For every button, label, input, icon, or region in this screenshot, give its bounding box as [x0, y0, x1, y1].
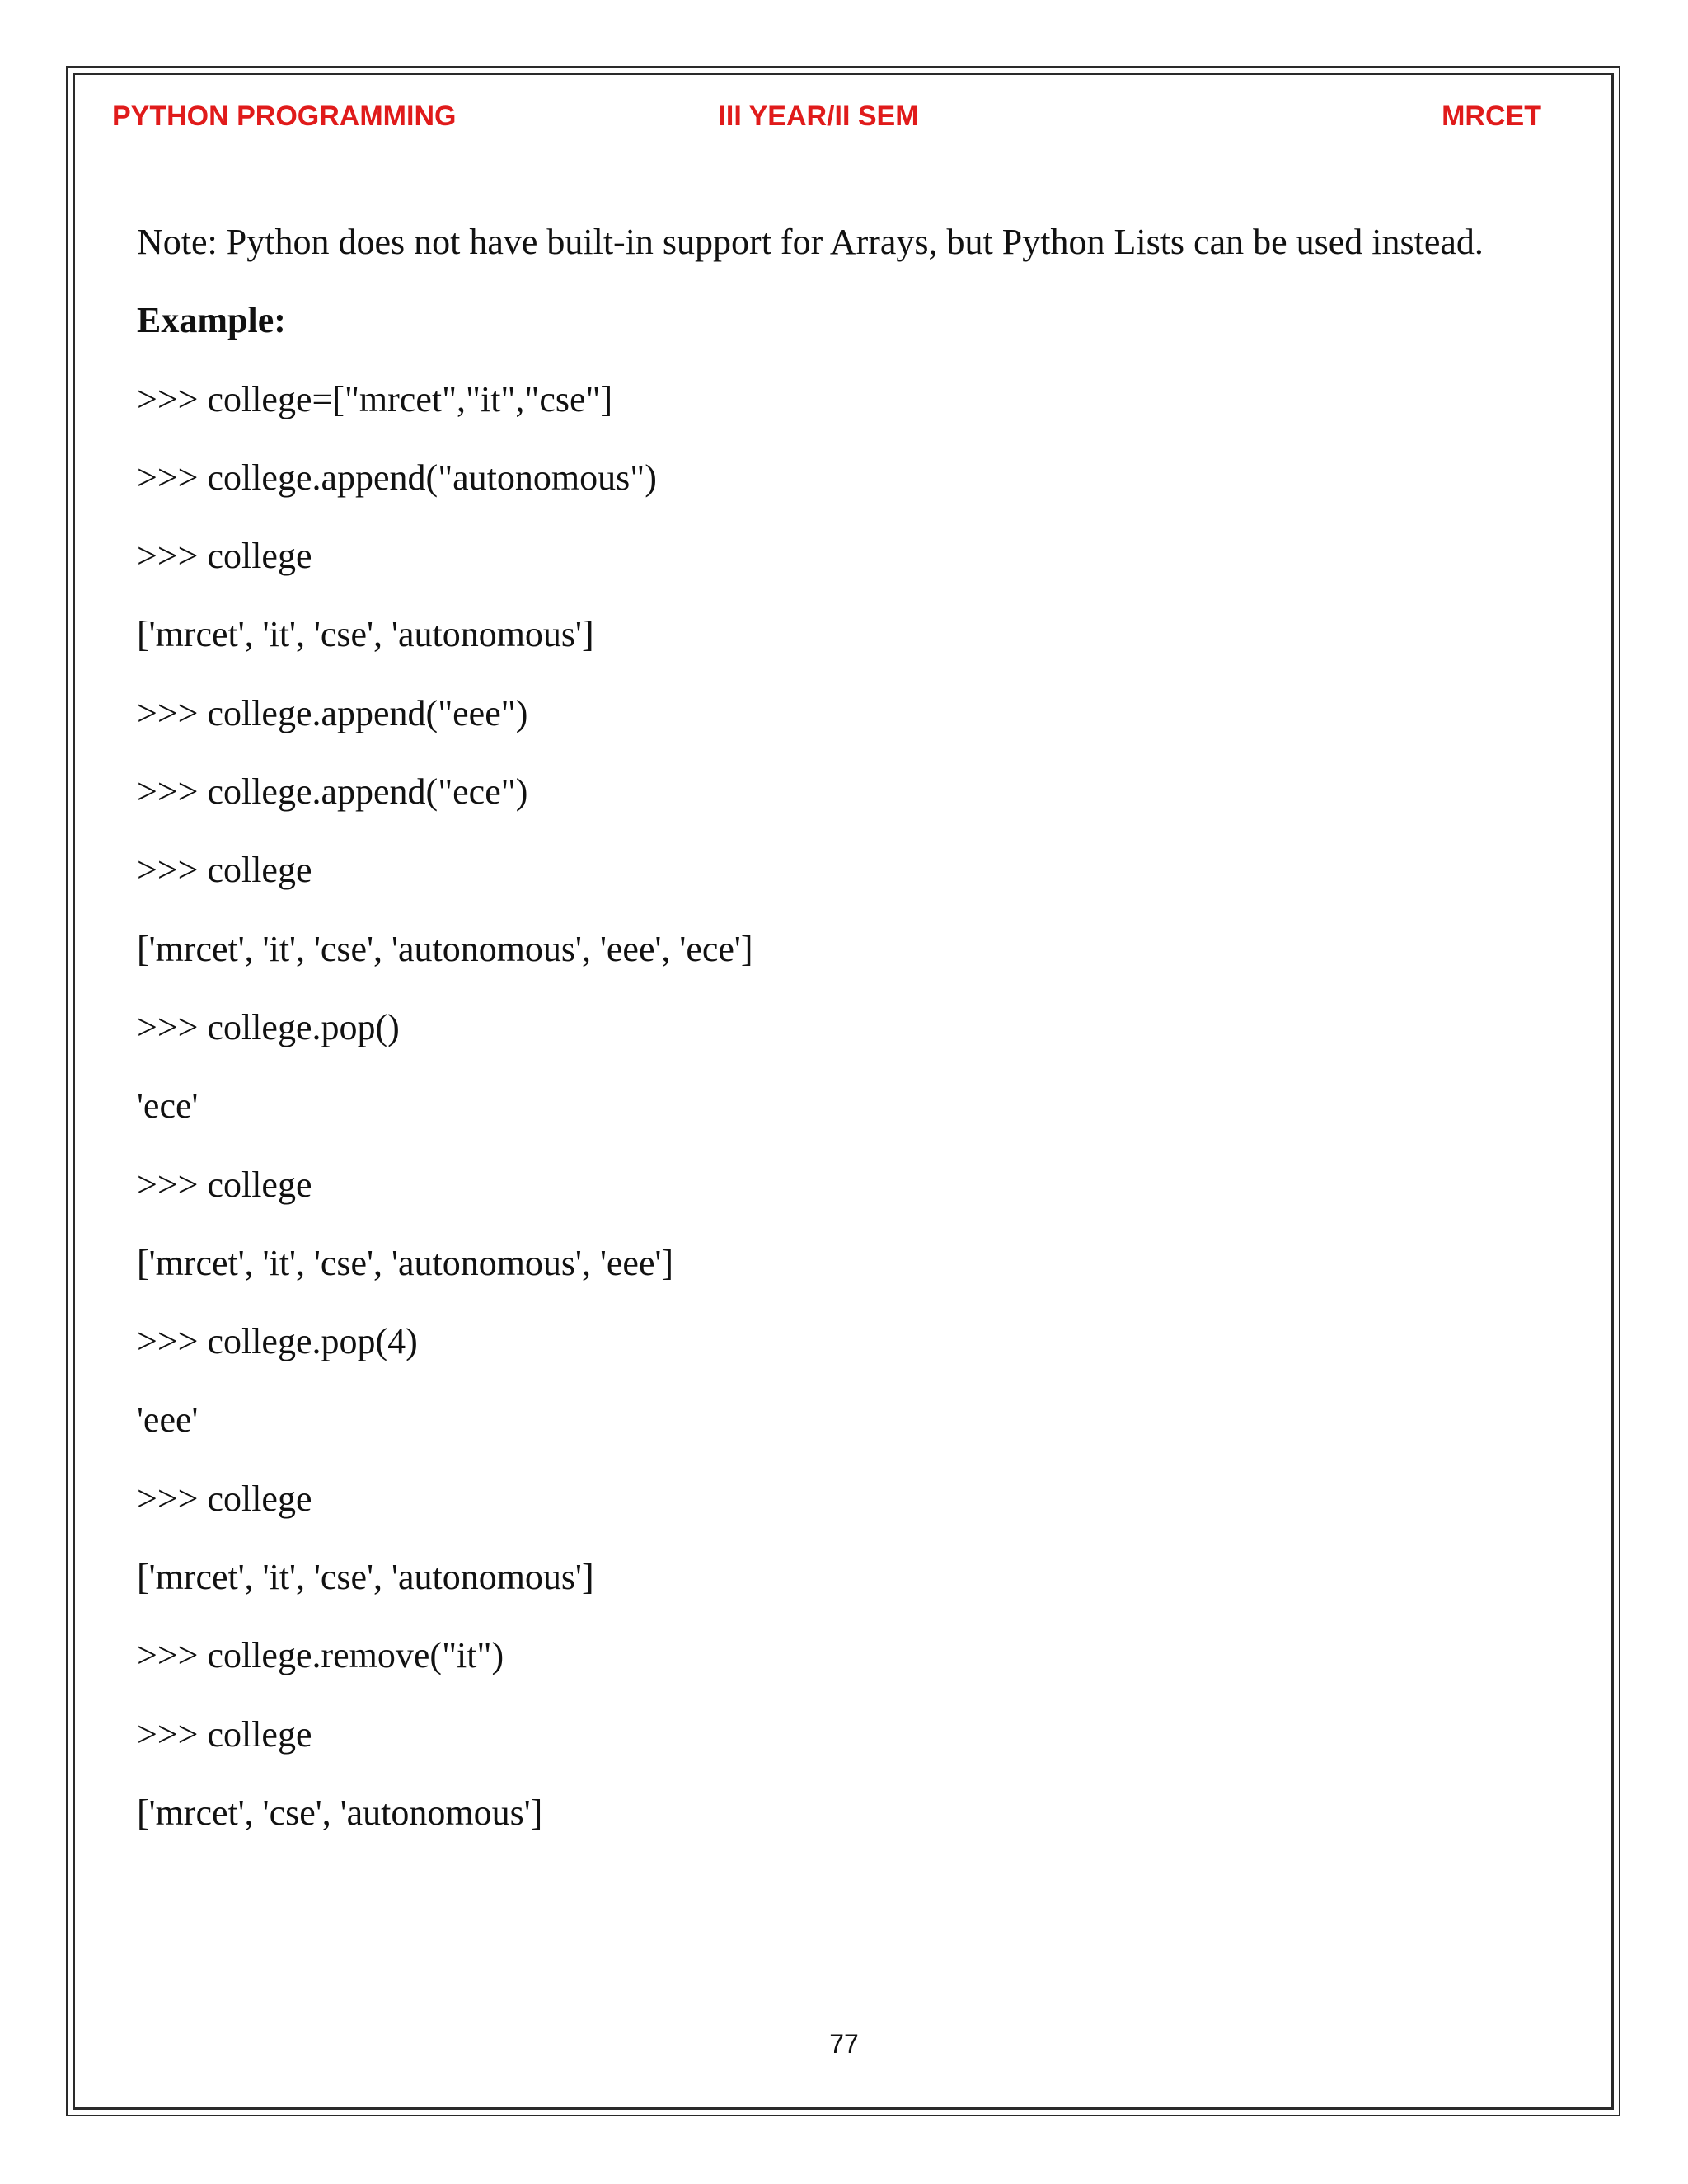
header-course-title: PYTHON PROGRAMMING	[112, 101, 457, 132]
note-paragraph: Note: Python does not have built-in support for Arrays, but Python Lists can be used instead.	[137, 222, 1484, 262]
code-line: >>> college	[137, 1713, 312, 1755]
code-line: >>> college	[137, 536, 312, 577]
code-line: >>> college.pop(4)	[137, 1321, 418, 1362]
code-output-line: ['mrcet', 'it', 'cse', 'autonomous', 'eee']	[137, 1242, 674, 1283]
header-institution: MRCET	[1442, 101, 1541, 132]
example-heading: Example:	[137, 300, 286, 341]
code-line: >>> college.append("ece")	[137, 771, 528, 813]
code-line: >>> college.append("autonomous")	[137, 457, 657, 498]
code-output-line: ['mrcet', 'it', 'cse', 'autonomous']	[137, 1557, 594, 1598]
code-line: >>> college	[137, 1478, 312, 1519]
page-number: 77	[829, 2029, 859, 2059]
code-line: >>> college=["mrcet","it","cse"]	[137, 378, 613, 419]
code-line: >>> college.append("eee")	[137, 692, 528, 733]
header-year-semester: III YEAR/II SEM	[718, 101, 919, 132]
page-header	[112, 101, 1541, 140]
code-output-line: 'ece'	[137, 1085, 199, 1127]
page-content	[137, 213, 1587, 1862]
code-line: >>> college	[137, 1164, 312, 1205]
code-output-line: ['mrcet', 'it', 'cse', 'autonomous']	[137, 614, 594, 655]
code-output-line: ['mrcet', 'cse', 'autonomous']	[137, 1792, 543, 1833]
code-line: >>> college.pop()	[137, 1006, 400, 1047]
code-output-line: 'eee'	[137, 1399, 199, 1441]
code-line: >>> college	[137, 850, 312, 891]
code-line: >>> college.remove("it")	[137, 1635, 504, 1676]
code-output-line: ['mrcet', 'it', 'cse', 'autonomous', 'eee', 'ece']	[137, 928, 753, 969]
